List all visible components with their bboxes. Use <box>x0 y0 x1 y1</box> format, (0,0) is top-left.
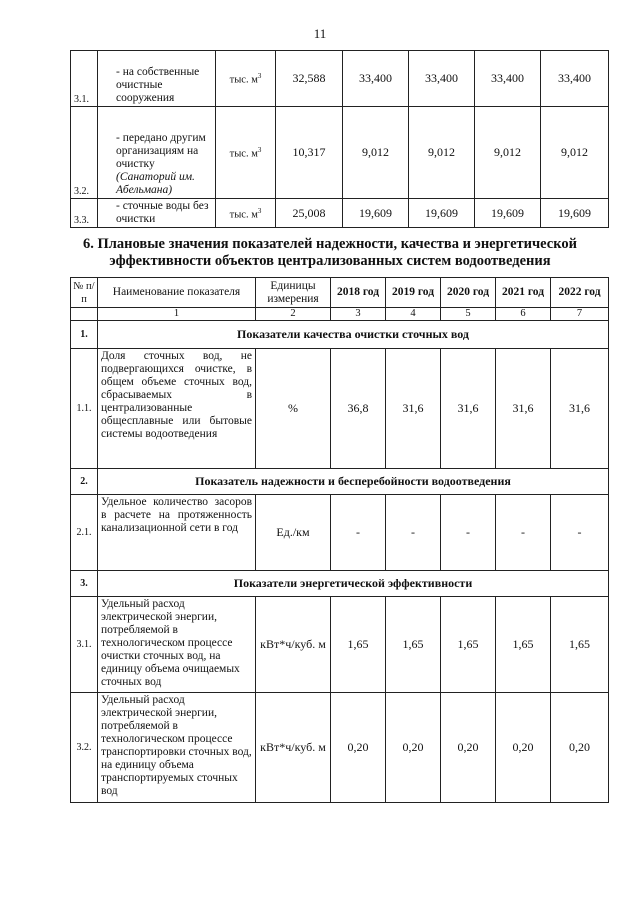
column-index: 5 <box>441 308 496 321</box>
value-2022: 1,65 <box>551 597 609 693</box>
header-name: Наименование показателя <box>98 278 256 308</box>
row-number: 3.2. <box>71 107 98 199</box>
value-2022: 19,609 <box>541 199 609 228</box>
value-2018: 25,008 <box>276 199 343 228</box>
column-index: 1 <box>98 308 256 321</box>
row-unit: % <box>256 349 331 469</box>
row-unit: кВт*ч/куб. м <box>256 693 331 803</box>
row-number: 2.1. <box>71 495 98 571</box>
row-unit: тыс. $м^3$ <box>216 107 276 199</box>
value-2018: 32,588 <box>276 51 343 107</box>
wastewater-volume-table <box>70 50 609 228</box>
header-unit: Единицы измерения <box>256 278 331 308</box>
value-2021: 19,609 <box>475 199 541 228</box>
row-name: - на собственные очистные сооружения <box>98 51 216 107</box>
page-number: 11 <box>313 26 327 41</box>
row-number: 3.1. <box>71 51 98 107</box>
value-2018: - <box>331 495 386 571</box>
value-2018: 36,8 <box>331 349 386 469</box>
column-index <box>71 308 98 321</box>
value-2019: 9,012 <box>343 107 409 199</box>
header-number: № п/п <box>71 278 98 308</box>
column-index: 7 <box>551 308 609 321</box>
value-2020: 1,65 <box>441 597 496 693</box>
row-name: - сточные воды без очистки <box>98 199 216 228</box>
table-row <box>71 495 609 571</box>
section-number: 1. <box>71 321 98 349</box>
column-index: 3 <box>331 308 386 321</box>
value-2021: 0,20 <box>496 693 551 803</box>
table-row <box>71 597 609 693</box>
value-2019: - <box>386 495 441 571</box>
value-2021: 33,400 <box>475 51 541 107</box>
table-row <box>71 51 609 107</box>
row-name: Доля сточных вод, не подвергающихся очистке, в общем объеме сточных вод, сбрасываемых в централизованные общесплавные или бытовые системы водоотведения <box>98 349 256 469</box>
value-2020: 9,012 <box>409 107 475 199</box>
value-2022: 33,400 <box>541 51 609 107</box>
value-2022: - <box>551 495 609 571</box>
row-name: Удельный расход электрической энергии, потребляемой в технологическом процессе транспортировки сточных вод, на единицу объема транспортируемых сточных вод <box>98 693 256 803</box>
section-title: 6. Плановые значения показателей надежности, качества и энергетической эффективности объектов централизованных систем водоотведения <box>83 236 577 269</box>
value-2022: 31,6 <box>551 349 609 469</box>
value-2020: 0,20 <box>441 693 496 803</box>
value-2018: 1,65 <box>331 597 386 693</box>
header-year-2020: 2020 год <box>441 278 496 308</box>
value-2020: 31,6 <box>441 349 496 469</box>
value-2022: 9,012 <box>541 107 609 199</box>
table-row <box>71 107 609 199</box>
section-heading: Показатель надежности и бесперебойности водоотведения <box>98 469 609 495</box>
table-header-row <box>71 278 609 308</box>
value-2021: - <box>496 495 551 571</box>
indicators-table <box>70 277 609 803</box>
section-row <box>71 321 609 349</box>
value-2019: 1,65 <box>386 597 441 693</box>
row-number: 3.1. <box>71 597 98 693</box>
value-2019: 31,6 <box>386 349 441 469</box>
section-heading: Показатели качества очистки сточных вод <box>98 321 609 349</box>
value-2019: 19,609 <box>343 199 409 228</box>
row-name: Удельный расход электрической энергии, потребляемой в технологическом процессе очистки сточных вод, на единицу объема очищаемых сточных вод <box>98 597 256 693</box>
value-2021: 31,6 <box>496 349 551 469</box>
row-number: 1.1. <box>71 349 98 469</box>
value-2019: 0,20 <box>386 693 441 803</box>
row-unit: кВт*ч/куб. м <box>256 597 331 693</box>
table-row <box>71 199 609 228</box>
table-row <box>71 349 609 469</box>
value-2018: 10,317 <box>276 107 343 199</box>
header-year-2018: 2018 год <box>331 278 386 308</box>
header-year-2021: 2021 год <box>496 278 551 308</box>
row-number: 3.3. <box>71 199 98 228</box>
row-number: 3.2. <box>71 693 98 803</box>
value-2020: 33,400 <box>409 51 475 107</box>
table-row <box>71 693 609 803</box>
column-index: 6 <box>496 308 551 321</box>
column-index: 2 <box>256 308 331 321</box>
row-name: Удельное количество засоров в расчете на протяженность канализационной сети в год <box>98 495 256 571</box>
section-row <box>71 469 609 495</box>
header-year-2019: 2019 год <box>386 278 441 308</box>
header-year-2022: 2022 год <box>551 278 609 308</box>
section-number: 2. <box>71 469 98 495</box>
value-2021: 1,65 <box>496 597 551 693</box>
section-row <box>71 571 609 597</box>
section-heading: Показатели энергетической эффективности <box>98 571 609 597</box>
value-2021: 9,012 <box>475 107 541 199</box>
row-unit: тыс. $м^3$ <box>216 51 276 107</box>
row-unit: тыс. $м^3$ <box>216 199 276 228</box>
value-2019: 33,400 <box>343 51 409 107</box>
section-number: 3. <box>71 571 98 597</box>
value-2020: 19,609 <box>409 199 475 228</box>
column-index: 4 <box>386 308 441 321</box>
row-name: - передано другим организациям на очистку (Санаторий им. Абельмана) <box>98 107 216 199</box>
column-index-row <box>71 308 609 321</box>
value-2020: - <box>441 495 496 571</box>
value-2018: 0,20 <box>331 693 386 803</box>
value-2022: 0,20 <box>551 693 609 803</box>
row-unit: Ед./км <box>256 495 331 571</box>
